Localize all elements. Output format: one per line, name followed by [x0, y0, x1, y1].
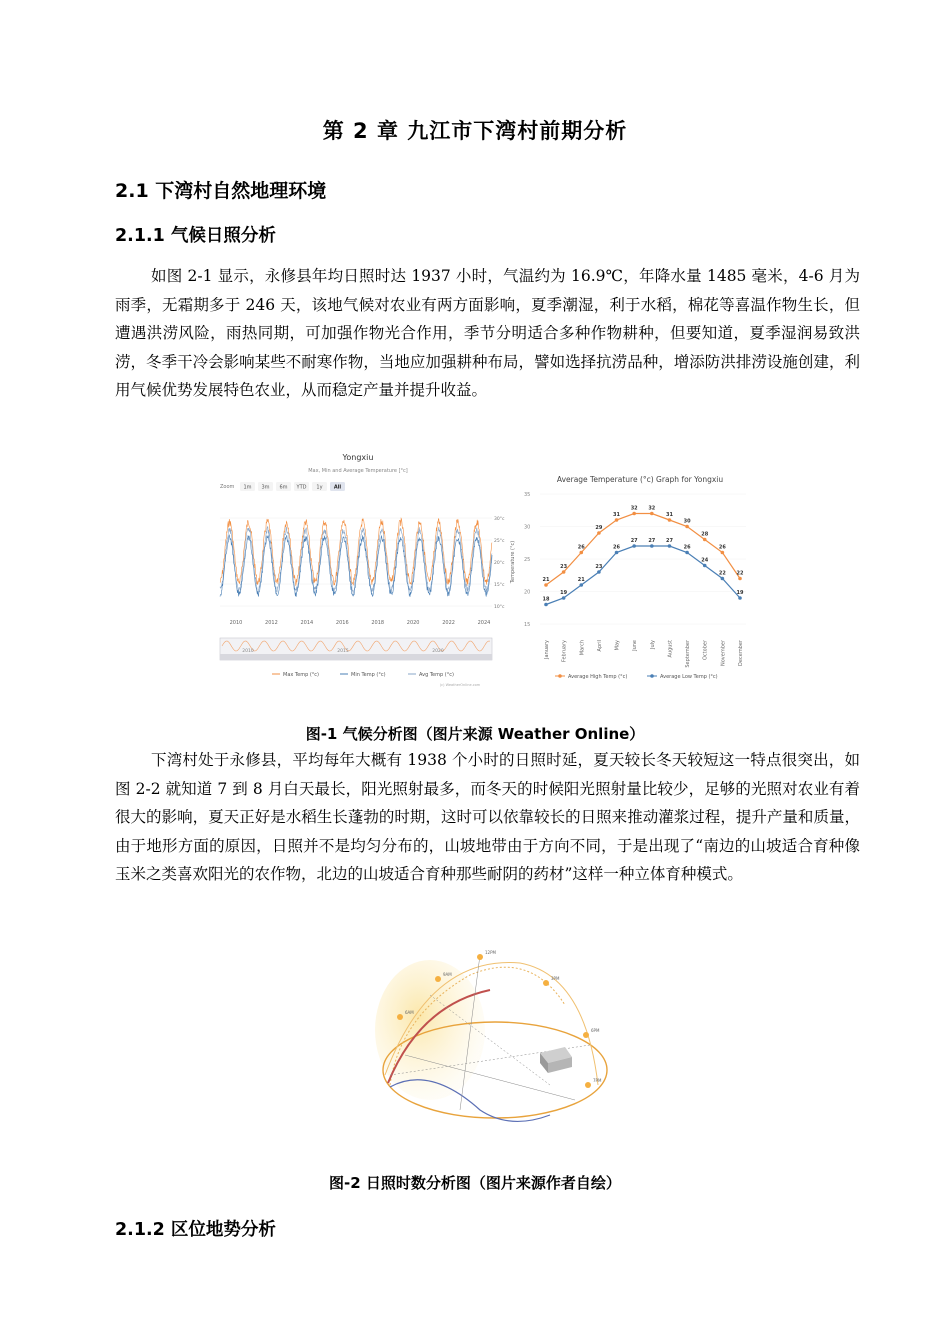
history-legend-label: Max Temp (°c) [283, 672, 319, 678]
navigator-tick: 2020 [432, 649, 444, 654]
sun-marker-icon [435, 976, 441, 982]
history-x-tick: 2014 [300, 620, 314, 626]
avg-point-low [597, 570, 601, 574]
avg-point-low [562, 596, 566, 600]
subsection-title: 气候日照分析 [170, 226, 276, 246]
avg-chart-ylabel: Temperature (°c) [510, 540, 516, 584]
avg-point-high [544, 583, 548, 587]
avg-point-low [721, 577, 725, 581]
temperature-history-chart [208, 452, 505, 690]
sun-marker-label: 3PM [551, 976, 560, 981]
sun-marker-label: 6PM [591, 1028, 600, 1033]
avg-legend-marker [558, 674, 562, 678]
zoom-button[interactable]: 6m [279, 484, 288, 491]
avg-point-low [668, 544, 672, 548]
navigator-tick: 2010 [242, 649, 254, 654]
avg-data-label-low: 21 [577, 577, 585, 583]
avg-series-line-low [546, 546, 740, 605]
history-y-tick: 20°c [494, 561, 505, 566]
history-x-ticks [230, 620, 491, 626]
building-model [540, 1047, 572, 1073]
zoom-button[interactable]: 1m [243, 484, 252, 491]
avg-y-tick: 15 [524, 622, 531, 628]
figure1-caption: 图-1 气候分析图（图片来源 Weather Online） [305, 725, 645, 743]
avg-legend-label: Average Low Temp (°c) [660, 674, 718, 680]
avg-point-high [562, 570, 566, 574]
avg-x-tick: January [544, 640, 550, 659]
avg-data-label-high: 30 [683, 518, 691, 525]
history-grid [220, 518, 492, 606]
avg-point-low [685, 551, 689, 555]
history-x-tick: 2010 [229, 620, 243, 626]
history-x-tick: 2024 [477, 620, 491, 626]
avg-x-tick: November [720, 640, 727, 667]
avg-x-tick: September [685, 640, 692, 668]
avg-data-label-low: 22 [718, 570, 726, 577]
history-x-tick: 2018 [371, 620, 385, 626]
avg-y-ticks [524, 492, 530, 628]
avg-y-tick: 30 [524, 524, 531, 531]
avg-legend-label: Average High Temp (°c) [568, 674, 628, 680]
avg-point-high [615, 518, 619, 522]
avg-x-tick: May [614, 640, 621, 651]
avg-data-label-high: 21 [542, 577, 550, 583]
avg-data-label-high: 22 [736, 570, 744, 577]
sun-marker-label: 7PM [593, 1078, 602, 1083]
history-x-tick: 2016 [335, 620, 349, 626]
avg-x-tick: December [738, 640, 744, 666]
avg-point-low [632, 544, 636, 548]
avg-point-high [703, 538, 707, 542]
history-y-tick: 25°c [494, 539, 505, 544]
avg-data-label-high: 31 [613, 512, 621, 518]
avg-data-label-high: 31 [665, 512, 673, 518]
navigator-tick: 2015 [337, 649, 349, 654]
zoom-buttons [240, 482, 345, 491]
avg-point-low [738, 596, 742, 600]
subsection-heading-climate [115, 222, 276, 247]
history-legend [272, 672, 454, 678]
history-y-tick: 10°c [494, 605, 505, 610]
avg-data-label-low: 23 [595, 564, 603, 570]
avg-y-tick: 35 [524, 492, 531, 498]
sky-dome-glow [375, 960, 485, 1100]
avg-chart-title: Average Temperature (°c) Graph for Yongxiu [556, 475, 724, 484]
section-number: 2.1 [115, 180, 149, 202]
sun-marker-label: 12PM [485, 950, 496, 955]
zoom-button[interactable]: All [333, 484, 342, 491]
avg-point-high [597, 531, 601, 535]
avg-x-ticks [544, 639, 744, 668]
figure2-caption: 图-2 日照时数分析图（图片来源作者自绘） [329, 1174, 621, 1192]
avg-point-high [650, 512, 654, 516]
avg-point-high [685, 525, 689, 529]
navigator-scrollbar[interactable] [220, 654, 492, 660]
avg-data-label-high: 29 [595, 525, 603, 531]
sun-marker-icon [477, 954, 483, 960]
sun-marker-icon [543, 980, 549, 986]
history-y-tick: 15°c [494, 583, 505, 588]
avg-point-low [579, 583, 583, 587]
history-y-tick: 30°c [494, 517, 505, 522]
avg-data-label-high: 26 [577, 544, 585, 551]
avg-x-tick: February [561, 640, 568, 663]
zoom-button[interactable]: 3m [261, 484, 270, 491]
subsection-heading-location [115, 1216, 276, 1241]
avg-data-label-low: 27 [665, 538, 673, 544]
avg-data-label-low: 18 [542, 596, 550, 603]
avg-data-label-low: 27 [648, 538, 656, 544]
avg-x-tick: August [667, 640, 674, 658]
avg-y-tick: 25 [524, 557, 531, 563]
avg-legend [555, 674, 718, 680]
sun-marker-icon [397, 1014, 403, 1020]
avg-data-label-high: 28 [701, 531, 709, 538]
section-heading [115, 176, 326, 203]
avg-point-low [703, 564, 707, 568]
figure-climate [208, 452, 760, 690]
avg-data-label-high: 32 [648, 505, 656, 512]
avg-series-line-high [546, 514, 740, 586]
avg-point-high [579, 551, 583, 555]
history-chart-title: Yongxiu [342, 453, 374, 462]
history-chart-source: (c) WeatherOnline.com [439, 683, 481, 687]
history-x-tick: 2022 [442, 620, 455, 626]
section-title: 下湾村自然地理环境 [155, 180, 327, 202]
avg-point-high [721, 551, 725, 555]
avg-x-tick: July [649, 640, 656, 649]
avg-series [543, 506, 744, 607]
avg-x-tick: June [632, 640, 639, 651]
avg-data-label-low: 19 [736, 590, 744, 596]
avg-x-tick: October [702, 640, 709, 661]
avg-data-label-low: 24 [701, 557, 709, 564]
avg-data-label-low: 27 [630, 538, 638, 544]
sunlight-paragraph: 下湾村处于永修县，平均每年大概有 1938 个小时的日照时延，夏天较长冬天较短这一特点很突出，如图 2-2 就知道 7 到 8 月白天最长，阳光照射最多，而冬天的时候阳光照射量比较少，足够的光照对农业有着很大的影响，夏天正好是水稻生长蓬勃的时期，这时可以依靠较长的日照来推动灌浆过程，提升产量和质量，由于地形方面的原因，日照并不是均匀分布的，山坡地带由于方向不同，于是出现了“南边的山坡适合育种像玉米之类喜欢阳光的农作物，北边的山坡适合育种那些耐阴的药材”这样一种立体育种模式。 [115, 751, 860, 883]
subsection-number: 2.1.1 [115, 226, 165, 246]
average-temperature-chart [500, 452, 762, 690]
avg-x-tick: March [579, 640, 586, 656]
sun-path-diagram [360, 935, 620, 1145]
zoom-button[interactable]: YTD [296, 484, 307, 491]
avg-legend-marker [650, 674, 654, 678]
history-x-tick: 2020 [406, 620, 420, 626]
avg-x-tick: April [596, 640, 603, 652]
history-chart-subtitle: Max, Min and Average Temperature [°c] [308, 468, 408, 474]
history-legend-label: Min Temp (°c) [351, 672, 386, 678]
avg-point-low [544, 603, 548, 607]
avg-point-high [738, 577, 742, 581]
avg-data-label-low: 26 [683, 544, 691, 551]
history-x-tick: 2012 [265, 620, 278, 626]
avg-data-label-high: 32 [630, 505, 638, 512]
avg-data-label-low: 26 [613, 544, 621, 551]
history-legend-label: Avg Temp (°c) [419, 672, 454, 678]
avg-point-low [650, 544, 654, 548]
history-lines [220, 518, 492, 597]
zoom-button[interactable]: 1y [316, 484, 323, 491]
avg-data-label-high: 26 [718, 544, 726, 551]
sun-marker-label: 9AM [443, 972, 452, 977]
avg-data-label-low: 19 [560, 590, 568, 596]
climate-paragraph: 如图 2-1 显示，永修县年均日照时达 1937 小时，气温约为 16.9℃，年降水量 1485 毫米，4-6 月为雨季，无霜期多于 246 天，该地气候对农业有两方面影响，夏季潮湿，利于水稻，棉花等喜温作物生长，但遭遇洪涝风险，雨热同期，可加强作物光合作用，季节分明适合多种作物耕种，但要知道，夏季湿润易致洪涝，冬季干冷会影响某些不耐寒作物，当地应加强耕种布局，譬如选择抗涝品种，增添防洪排涝设施创建，利用气候优势发展特色农业，从而稳定产量并提升收益。 [115, 267, 860, 399]
avg-point-high [668, 518, 672, 522]
avg-y-tick: 20 [524, 589, 531, 596]
subsection-title: 区位地势分析 [170, 1220, 276, 1240]
avg-data-label-high: 23 [560, 564, 568, 570]
sun-marker-icon [585, 1082, 591, 1088]
sun-marker-icon [583, 1032, 589, 1038]
avg-point-high [632, 512, 636, 516]
avg-point-low [615, 551, 619, 555]
zoom-label: Zoom [220, 484, 235, 490]
subsection-number: 2.1.2 [115, 1220, 165, 1240]
chapter-title: 第 2 章 九江市下湾村前期分析 [322, 119, 628, 143]
sun-marker-label: 6AM [405, 1010, 414, 1015]
